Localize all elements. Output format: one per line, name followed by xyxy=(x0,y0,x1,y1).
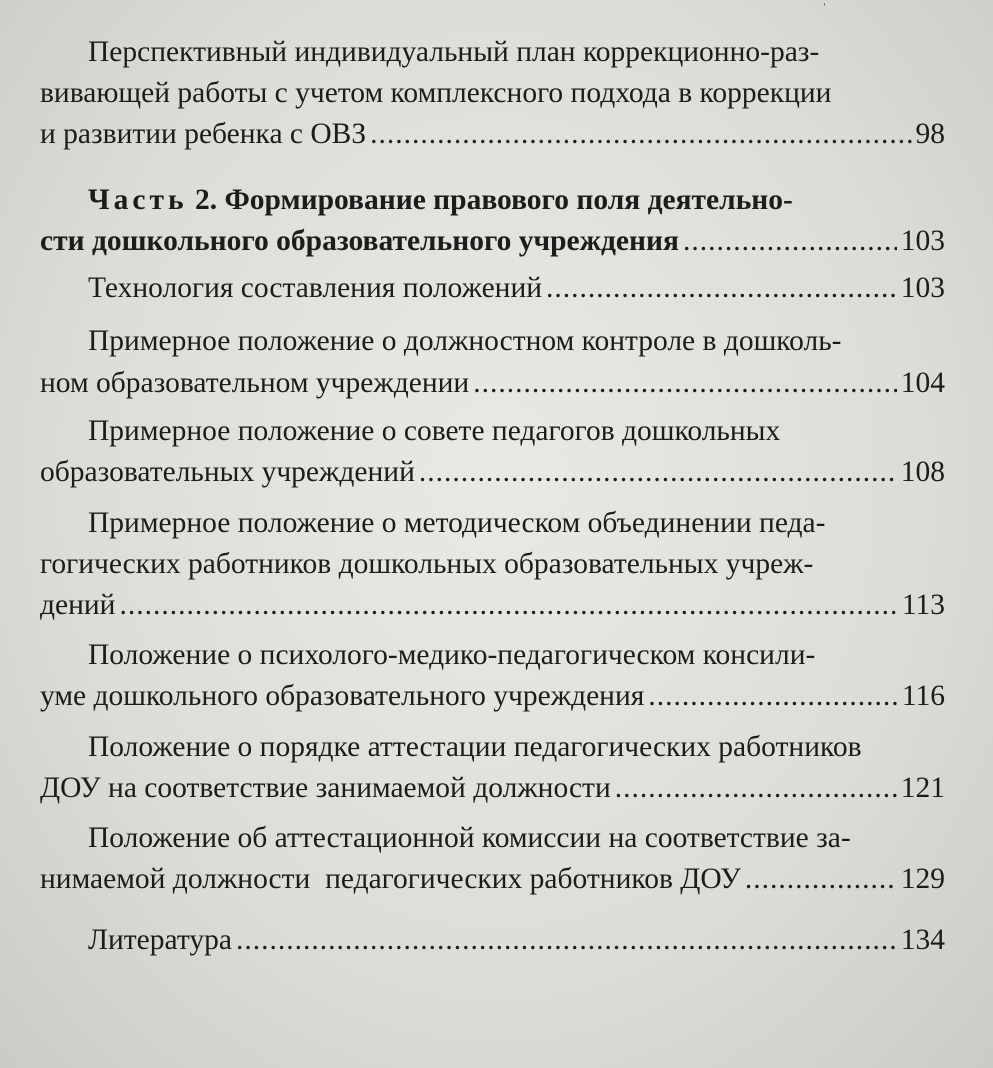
toc-entry-8-title-end: ДОУ на соответствие занимаемой должности xyxy=(40,772,611,804)
toc-entry-5-last-line[interactable] xyxy=(40,452,945,492)
toc-entry-1-line-2: вивающей работы с учетом комплексного подхода в коррекции xyxy=(40,77,832,109)
toc-entry-9-line-1: Положение об аттестационной комиссии на соответствие за- xyxy=(88,822,851,854)
toc-entry-4-last-line[interactable] xyxy=(40,363,945,403)
part-heading-text: 2. Формирование правового поля деятельно- xyxy=(194,184,793,216)
toc-entry-8-page-number: 121 xyxy=(900,772,945,804)
toc-entry-7-page-number: 116 xyxy=(901,680,945,712)
toc-entry-4-title-end: ном образовательном учреждении xyxy=(40,367,470,399)
toc-entry-2-title-end: сти дошкольного образовательного учреждения xyxy=(40,225,679,257)
toc-entry-1-line-1: Перспективный индивидуальный план коррекционно-раз- xyxy=(88,36,820,68)
toc-entry-8-line-1: Положение о порядке аттестации педагогических работников xyxy=(88,731,862,763)
toc-entry-10-last-line[interactable] xyxy=(88,920,945,960)
dot-leader xyxy=(683,221,897,261)
toc-entry-4-page-number: 104 xyxy=(900,367,945,399)
toc-entry-5-line-1: Примерное положение о совете педагогов дошкольных xyxy=(88,415,781,447)
toc-entry-2-page-number: 103 xyxy=(900,225,945,257)
toc-entry-10-title: Литература xyxy=(88,924,232,956)
dot-leader xyxy=(119,585,897,625)
dot-leader xyxy=(419,452,897,492)
toc-entry-6-last-line[interactable] xyxy=(40,585,945,625)
dot-leader xyxy=(473,363,897,403)
toc-entry-6-line-1: Примерное положение о методическом объединении педа- xyxy=(88,507,826,539)
toc-entry-1-last-line[interactable] xyxy=(40,114,945,154)
toc-entry-9-title-end: нимаемой должности педагогических работников ДОУ xyxy=(40,863,741,895)
dot-leader xyxy=(745,859,897,899)
dot-leader xyxy=(370,114,911,154)
dot-leader xyxy=(546,268,897,308)
toc-entry-4-line-1: Примерное положение о должностном контроле в дошколь- xyxy=(88,325,842,357)
toc-entry-2-last-line[interactable] xyxy=(40,221,945,261)
toc-entry-9-page-number: 129 xyxy=(900,863,945,895)
toc-entry-5-page-number: 108 xyxy=(900,456,945,488)
toc-entry-2-line-1 xyxy=(88,180,945,220)
toc-entry-3-page-number: 103 xyxy=(900,272,945,304)
print-speck: ˈ xyxy=(822,2,827,17)
dot-leader xyxy=(648,676,898,716)
toc-entry-6-line-2: гогических работников дошкольных образовательных учреж- xyxy=(40,548,814,580)
toc-entry-8-last-line[interactable] xyxy=(40,768,945,808)
toc-entry-5-title-end: образовательных учреждений xyxy=(40,456,415,488)
toc-entry-1-title-end: и развитии ребенка с ОВЗ xyxy=(40,118,367,150)
toc-entry-6-page-number: 113 xyxy=(901,589,945,621)
toc-entry-10-page-number: 134 xyxy=(900,924,945,956)
toc-entry-7-last-line[interactable] xyxy=(40,676,945,716)
toc-entry-7-line-1: Положение о психолого-медико-педагогическом консили- xyxy=(88,639,816,671)
dot-leader xyxy=(615,768,897,808)
toc-entry-1-page-number: 98 xyxy=(915,118,945,150)
toc-entry-3-title: Технология составления положений xyxy=(88,272,543,304)
toc-entry-3-last-line[interactable] xyxy=(88,268,945,308)
part-prefix: Часть xyxy=(88,184,188,216)
dot-leader xyxy=(236,920,897,960)
toc-entry-9-last-line[interactable] xyxy=(40,859,945,899)
toc-entry-7-title-end: уме дошкольного образовательного учреждения xyxy=(40,680,645,712)
toc-entry-6-title-end: дений xyxy=(40,589,116,621)
